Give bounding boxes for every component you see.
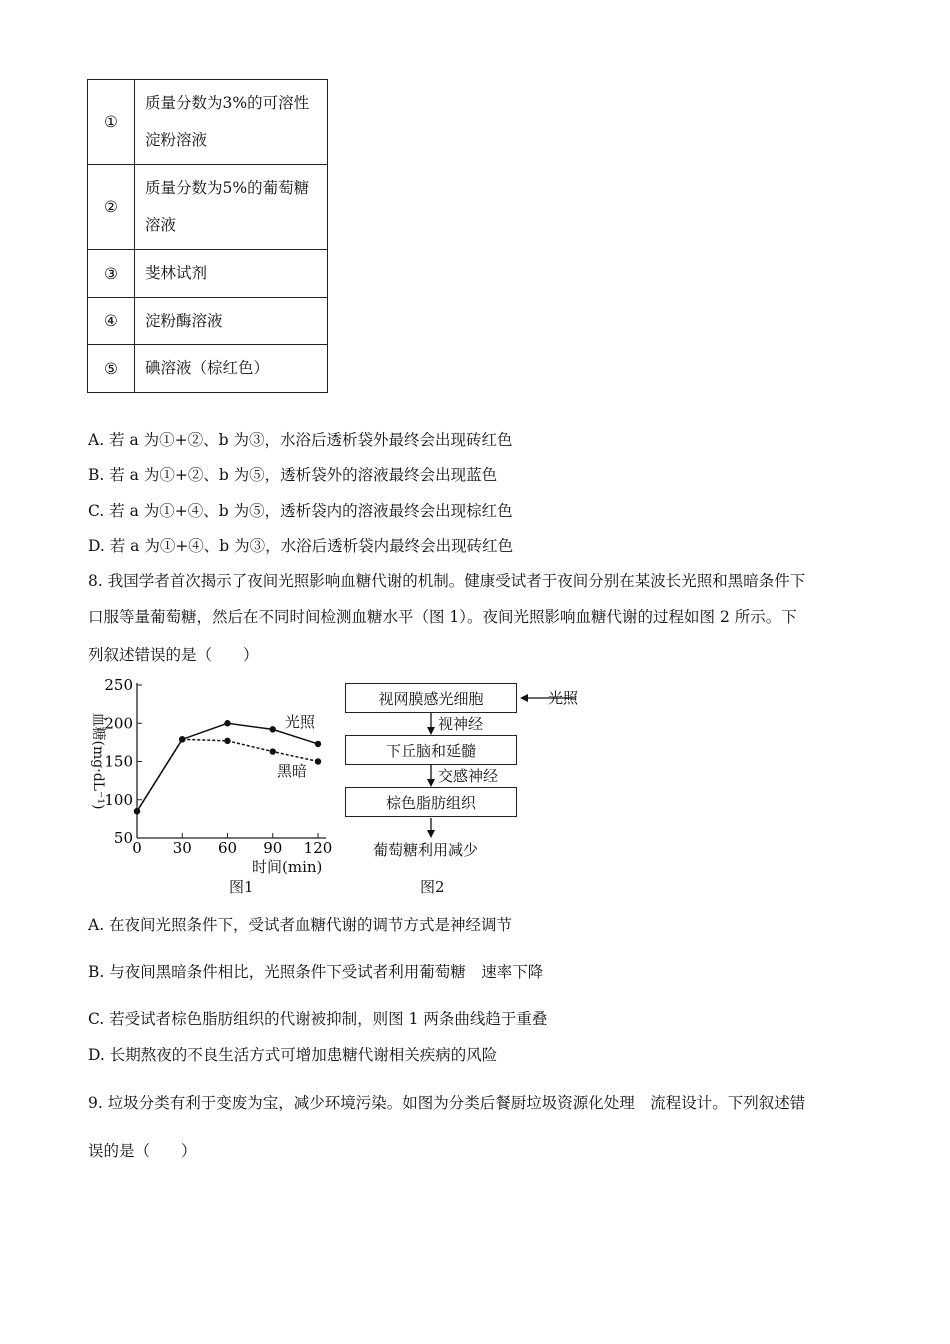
cell-num: ③	[88, 250, 135, 298]
x-tick-label: 120	[303, 839, 333, 857]
x-tick-label: 90	[263, 839, 283, 857]
y-tick-label: 200	[104, 714, 133, 733]
data-point	[179, 736, 185, 742]
input-light: 光照	[548, 689, 579, 707]
data-point	[270, 748, 276, 754]
x-axis-label: 时间(min)	[252, 858, 323, 876]
y-tick-label: 150	[104, 752, 133, 771]
arrowhead-icon	[520, 694, 528, 702]
cell-text: 淀粉酶溶液	[135, 298, 328, 345]
cell-text: 质量分数为5%的葡萄糖溶液	[135, 165, 328, 250]
q7-option-d: D. 若 a 为①+④、b 为③，水浴后透析袋内最终会出现砖红色	[88, 537, 514, 555]
y-tick-label: 50	[113, 829, 133, 847]
box-brown-fat: 棕色脂肪组织	[345, 787, 517, 817]
q9-stem-1: 9. 垃圾分类有利于变废为宝，减少环境污染。如图为分类后餐厨垃圾资源化处理 流程设计。下列叙述错	[88, 1094, 806, 1112]
arrowhead-icon	[427, 779, 435, 787]
figure1-caption: 图1	[229, 878, 254, 896]
q8-stem-3: 列叙述错误的是（ ）	[88, 646, 259, 664]
cell-num: ⑤	[88, 345, 135, 393]
y-tick-label: 100	[104, 790, 133, 809]
legend-light: 光照	[285, 713, 316, 731]
figure2-caption: 图2	[420, 878, 445, 896]
box-hypothalamus: 下丘脑和延髓	[345, 735, 517, 765]
arrow-label-optic-nerve: 视神经	[438, 715, 484, 733]
cell-num: ①	[88, 80, 135, 165]
x-tick-label: 60	[217, 839, 238, 857]
box-retina: 视网膜感光细胞	[345, 683, 517, 713]
cell-text: 斐林试剂	[135, 250, 328, 298]
cell-num: ②	[88, 165, 135, 250]
q7-option-a: A. 若 a 为①+②、b 为③，水浴后透析袋外最终会出现砖红色	[88, 431, 513, 449]
q7-option-b: B. 若 a 为①+②、b 为⑤，透析袋外的溶液最终会出现蓝色	[88, 466, 498, 484]
cell-text: 碘溶液（棕红色）	[135, 345, 328, 393]
data-point	[134, 808, 140, 814]
q9-stem-2: 误的是（ ）	[88, 1142, 197, 1160]
q8-stem-1: 8. 我国学者首次揭示了夜间光照影响血糖代谢的机制。健康受试者于夜间分别在某波长光照和黑暗条件下	[88, 572, 806, 590]
arrow-label-sympathetic: 交感神经	[438, 767, 499, 785]
cell-text: 质量分数为3%的可溶性淀粉溶液	[135, 80, 328, 165]
x-tick-label: 30	[172, 839, 192, 857]
output-text: 葡萄糖利用减少	[373, 841, 479, 859]
data-point	[224, 720, 230, 726]
q8-option-b: B. 与夜间黑暗条件相比，光照条件下受试者利用葡萄糖 速率下降	[88, 963, 544, 981]
q8-option-c: C. 若受试者棕色脂肪组织的代谢被抑制，则图 1 两条曲线趋于重叠	[88, 1010, 548, 1028]
arrowhead-icon	[427, 727, 435, 735]
y-axis-label: 血糖(mg·dL⁻¹)	[90, 712, 106, 810]
q8-option-d: D. 长期熬夜的不良生活方式可增加患糖代谢相关疾病的风险	[88, 1046, 498, 1064]
data-point	[270, 726, 276, 732]
x-tick-label: 0	[132, 839, 142, 857]
data-point	[224, 738, 230, 744]
cell-num: ④	[88, 298, 135, 345]
data-point	[315, 758, 321, 764]
legend-dark: 黑暗	[277, 762, 308, 780]
data-point	[315, 741, 321, 747]
q8-option-a: A. 在夜间光照条件下，受试者血糖代谢的调节方式是神经调节	[88, 916, 513, 934]
q8-stem-2: 口服等量葡萄糖，然后在不同时间检测血糖水平（图 1）。夜间光照影响血糖代谢的过程如图 2 所示。下	[88, 608, 797, 626]
arrowhead-icon	[427, 830, 435, 838]
y-tick-label: 250	[104, 676, 133, 694]
q7-option-c: C. 若 a 为①+④、b 为⑤，透析袋内的溶液最终会出现棕红色	[88, 502, 513, 520]
